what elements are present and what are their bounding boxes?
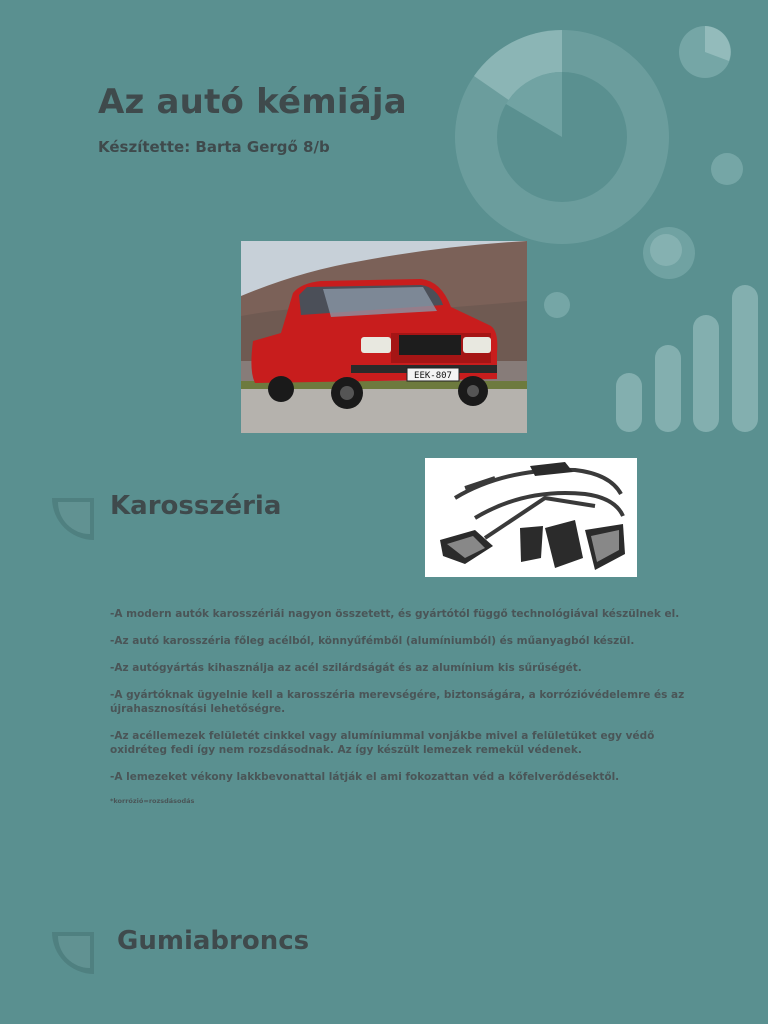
paragraph: -Az acéllemezek felületét cinkkel vagy alumíniummal vonjákbe mivel a felületüket egy védő oxidréteg fedi így nem rozsdásodnak. Az így készült lemezek remekül védenek. <box>110 730 655 756</box>
section-heading-gumiabroncs: Gumiabroncs <box>117 926 310 956</box>
paragraph: -A modern autók karosszériái nagyon összetett, és gyártótól függő technológiával készülnek el. <box>110 608 680 620</box>
paragraph: -A gyártóknak ügyelnie kell a karosszéria merevségére, biztonságára, a korrózióvédelemre és az újrahasznosítási lehetőségre. <box>110 689 685 715</box>
section-icon <box>52 498 96 542</box>
section-heading-karosszeria: Karosszéria <box>110 491 282 521</box>
license-plate: EEK-807 <box>414 371 452 381</box>
page-title: Az autó kémiája <box>98 82 407 122</box>
donut-decoration <box>455 30 669 244</box>
author-line: Készítette: Barta Gergő 8/b <box>98 138 330 156</box>
footnote: *korrózió=rozsdásodás <box>110 797 195 805</box>
paragraph: -Az autógyártás kihasználja az acél szilárdságát és az alumínium kis sűrűségét. <box>110 662 582 674</box>
bars-decoration <box>616 285 758 432</box>
car-body-parts-photo <box>425 458 637 577</box>
paragraph: -Az autó karosszéria főleg acélból, könnyűfémből (alumíniumból) és műanyagból készül. <box>110 635 635 647</box>
section-content <box>110 607 690 819</box>
car-photo <box>241 241 527 433</box>
paragraph: -A lemezeket vékony lakkbevonattal látják el ami fokozattan véd a kőfelverődésektől. <box>110 771 620 783</box>
section-icon <box>52 932 96 976</box>
